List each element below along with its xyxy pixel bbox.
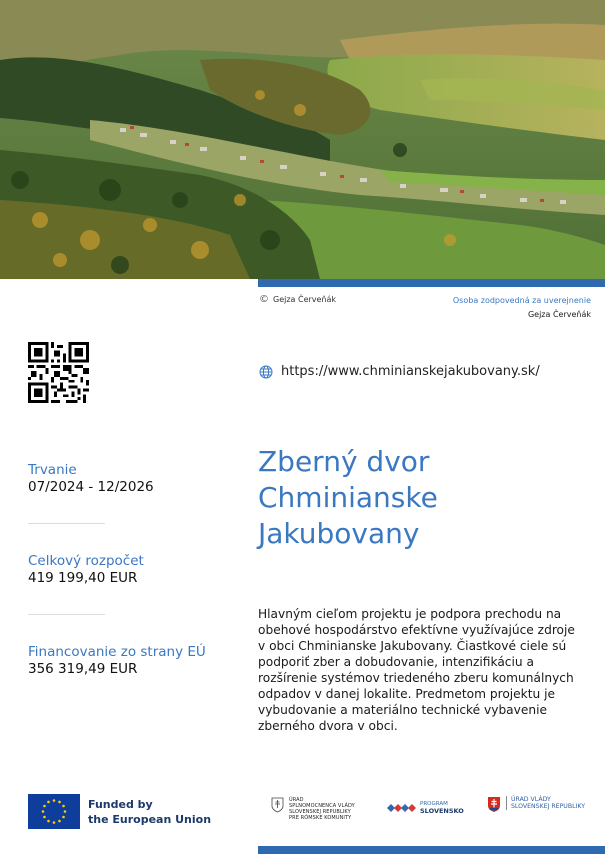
copyright-icon: © [259,294,269,305]
project-title-line: Jakubovany [258,517,420,550]
roma-logo-line: SPLNOMOCNENCA VLÁDY [289,803,355,809]
globe-icon [259,365,273,379]
government-office-logo [487,796,586,813]
slovak-emblem-icon [487,796,501,813]
program-logo-line: PROGRAM [420,800,448,807]
project-title-line: Chminianske [258,481,438,514]
eu-funding-block [28,644,208,678]
responsible-name: Gejza Červeňák [527,310,591,319]
coat-of-arms-icon [271,797,284,813]
duration-value: 07/2024 - 12/2026 [28,479,154,495]
roma-logo-line: ÚRAD [289,797,304,803]
roma-office-logo [271,797,375,821]
program-slovensko-icon [385,800,417,816]
photo-credit-name: Gejza Červeňák [273,295,337,304]
divider [28,614,105,615]
hero-photo [0,0,605,279]
responsible-person [453,294,591,322]
eu-star [47,820,50,823]
divider [28,523,105,524]
eu-star [62,816,65,819]
landscape-image [0,0,605,279]
program-slovensko-logo [385,800,464,816]
government-logo-line: SLOVENSKEJ REPUBLIKY [511,803,585,810]
duration-block [28,462,208,496]
eu-star [43,805,46,808]
photo-credit [259,294,336,305]
accent-bar-top [258,279,605,287]
eu-star [64,810,67,813]
budget-value: 419 199,40 EUR [28,570,138,586]
program-logo-line: SLOVENSKO [420,806,464,815]
duration-label: Trvanie [28,462,77,478]
eu-funding-label: Financovanie zo strany EÚ [28,644,206,660]
roma-logo-line: PRE RÓMSKE KOMUNITY [289,815,352,821]
website-url[interactable]: https://www.chminianskejakubovany.sk/ [281,364,540,379]
eu-star [53,821,56,824]
eu-star [42,810,45,813]
budget-block [28,553,208,587]
budget-label: Celkový rozpočet [28,553,144,569]
government-logo-line: ÚRAD VLÁDY [511,796,551,803]
project-title-line: Zberný dvor [258,445,430,478]
eu-star [58,801,61,804]
responsible-label: Osoba zodpovedná za uverejnenie [452,296,591,305]
eu-star [53,799,56,802]
eu-logo-line: Funded by [88,797,153,811]
eu-star [47,801,50,804]
eu-flag-icon [28,794,80,829]
project-description: Hlavným cieľom projektu je podpora prechodu na obehové hospodárstvo efektívne využívajúce zdroje v obci Chminianske Jakubovany. Čiastkové ciele sú podporiť zber a dobudovanie, intenzifikáciu a rozšírenie systémov triedeného zberu komunálnych odpadov v danej lokalite. Predmetom projektu je vybudovanie a materiálno technické vybavenie zberného dvora v obci. [258,607,575,733]
eu-funding-value: 356 319,49 EUR [28,661,138,677]
eu-logo-line: the European Union [88,812,212,826]
roma-logo-line: SLOVENSKEJ REPUBLIKY [289,809,351,815]
eu-star [58,820,61,823]
eu-funding-logo [28,794,211,829]
website-row[interactable] [259,364,540,379]
eu-star [43,816,46,819]
qr-code-icon[interactable] [28,342,89,403]
project-title [258,444,588,552]
eu-star [62,805,65,808]
accent-bar-bottom [258,846,605,854]
